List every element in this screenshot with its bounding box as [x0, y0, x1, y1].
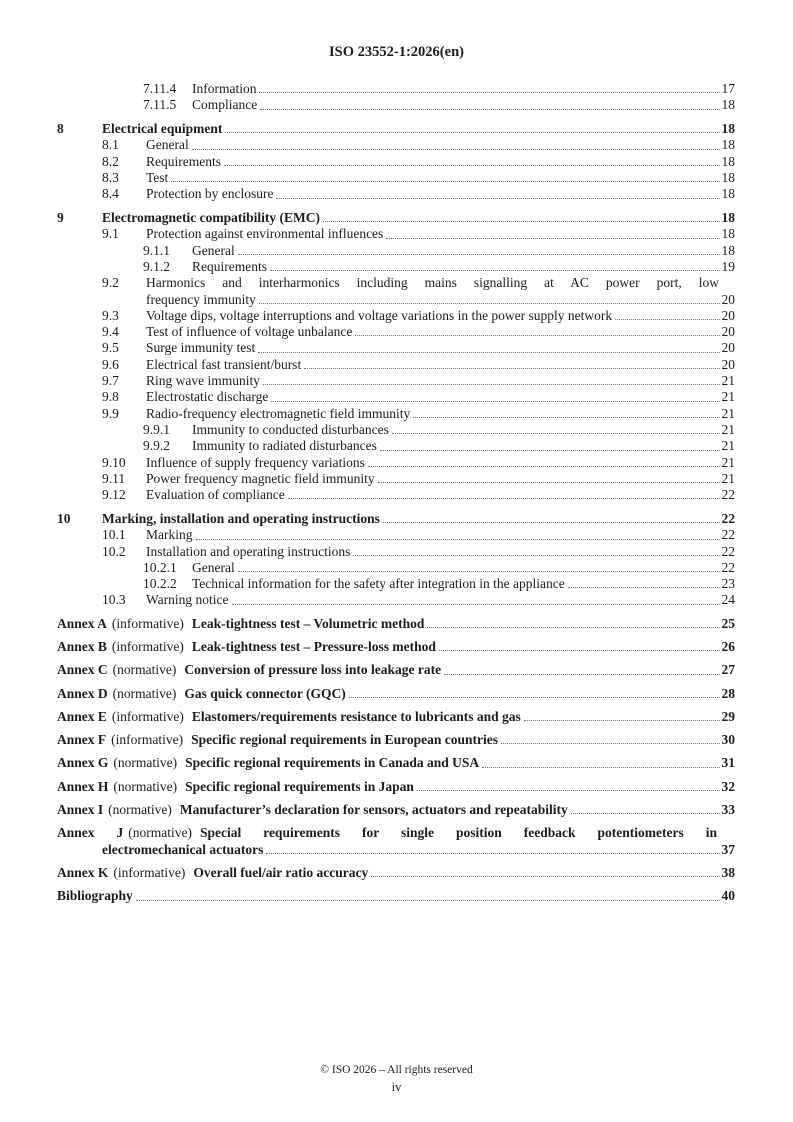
- toc-title: Installation and operating instructions: [146, 543, 351, 559]
- toc-title-continuation: frequency immunity: [146, 291, 256, 307]
- toc-number: 10.2.2: [143, 576, 177, 592]
- toc-number: 9.9: [102, 405, 119, 421]
- toc-entry: [57, 471, 735, 487]
- annex-qualifier: (normative): [108, 802, 172, 818]
- annex-qualifier: (normative): [128, 825, 192, 841]
- toc-page: 18: [721, 242, 735, 258]
- toc-leader: [225, 132, 719, 133]
- toc-number: 9.9.1: [143, 421, 170, 437]
- toc-title: Technical information for the safety after integration in the appliance: [192, 576, 565, 592]
- annex-title: Manufacturer’s declaration for sensors, actuators and repeatability: [179, 802, 568, 818]
- toc-entry: [57, 324, 735, 340]
- annex-label: Annex D: [57, 685, 108, 701]
- toc-leader: [439, 650, 720, 651]
- toc-leader: [371, 876, 719, 877]
- toc-line: [102, 275, 735, 291]
- toc-title: Surge immunity test: [146, 340, 256, 356]
- toc-page: 18: [721, 186, 735, 202]
- toc-number: 8.3: [102, 169, 119, 185]
- annex-title: Conversion of pressure loss into leakage rate: [184, 662, 442, 678]
- toc-title: Warning notice: [146, 592, 229, 608]
- page-footer: [0, 1064, 793, 1095]
- toc-number: 9.8: [102, 389, 119, 405]
- toc-entry: [57, 576, 735, 592]
- toc-leader: [386, 238, 719, 239]
- toc-page: 38: [721, 864, 735, 880]
- annex-label: Annex K: [57, 864, 109, 880]
- toc-page: 33: [721, 802, 735, 818]
- toc-page: 21: [721, 438, 735, 454]
- annex-qualifier: (informative): [113, 864, 186, 880]
- toc-entry: [57, 154, 735, 170]
- toc-page: 20: [721, 356, 735, 372]
- toc-entry: [57, 186, 735, 202]
- toc-leader: [383, 522, 720, 523]
- toc-leader: [260, 109, 719, 110]
- toc-leader: [571, 813, 720, 814]
- annex-label: Annex A: [57, 615, 107, 631]
- toc-entry: [57, 357, 735, 373]
- toc-number: 9.1.1: [143, 242, 170, 258]
- toc-leader: [568, 587, 720, 588]
- toc-number: 9.1.2: [143, 258, 170, 274]
- toc-leader: [355, 335, 719, 336]
- toc-number: 9: [57, 210, 64, 226]
- annex-label: Annex G: [57, 755, 109, 771]
- toc-leader: [378, 482, 720, 483]
- toc-entry: [57, 259, 735, 275]
- toc-entry: [57, 137, 735, 153]
- toc-entry: [57, 121, 735, 137]
- toc-title: Marking, installation and operating instructions: [102, 510, 380, 526]
- toc-leader: [259, 303, 720, 304]
- annex-qualifier: (informative): [111, 708, 184, 724]
- toc-title: Immunity to conducted disturbances: [192, 421, 389, 437]
- toc-page: 20: [721, 307, 735, 323]
- toc-leader: [192, 149, 720, 150]
- toc-title: General: [192, 242, 235, 258]
- toc-page: 25: [721, 615, 735, 631]
- toc-leader: [238, 571, 720, 572]
- toc-page: 22: [721, 527, 735, 543]
- toc-entry: [57, 170, 735, 186]
- toc-number: 10.2: [102, 543, 126, 559]
- toc-number: 9.1: [102, 226, 119, 242]
- toc-number: 9.3: [102, 307, 119, 323]
- toc: [57, 81, 735, 905]
- toc-entry: [57, 888, 735, 904]
- toc-page: 20: [721, 340, 735, 356]
- toc-leader: [380, 450, 720, 451]
- toc-page: 22: [721, 559, 735, 575]
- toc-page: 40: [721, 888, 735, 904]
- toc-title: General: [146, 137, 189, 153]
- toc-title: Electrical equipment: [102, 121, 223, 137]
- toc-line: [146, 292, 735, 308]
- toc-leader: [288, 498, 720, 499]
- toc-number: 9.7: [102, 373, 119, 389]
- toc-entry: [57, 755, 735, 771]
- annex-title: Specific regional requirements in Japan: [185, 778, 414, 794]
- toc-title: Requirements: [192, 258, 267, 274]
- toc-line: [102, 842, 735, 858]
- toc-page: 28: [721, 685, 735, 701]
- bibliography-title: Bibliography: [57, 888, 133, 904]
- copyright-notice: © ISO 2026 – All rights reserved: [320, 1064, 473, 1076]
- toc-number: 9.5: [102, 340, 119, 356]
- toc-leader: [323, 221, 720, 222]
- annex-title: Specific regional requirements in Canada and USA: [185, 755, 480, 771]
- annex-qualifier: (normative): [113, 778, 178, 794]
- toc-number: 10: [57, 510, 71, 526]
- toc-number: 8.4: [102, 186, 119, 202]
- toc-leader: [270, 270, 720, 271]
- toc-leader: [413, 417, 719, 418]
- toc-entry: [57, 732, 735, 748]
- toc-entry: [57, 97, 735, 113]
- toc-title: Electrostatic discharge: [146, 389, 269, 405]
- toc-entry: [57, 373, 735, 389]
- toc-entry: [57, 340, 735, 356]
- toc-entry: [57, 662, 735, 678]
- toc-page: 31: [721, 755, 735, 771]
- toc-page: 19: [721, 258, 735, 274]
- toc-leader: [524, 720, 720, 721]
- annex-label: Annex C: [57, 662, 108, 678]
- toc-title: Ring wave immunity: [146, 373, 260, 389]
- annex-qualifier: (informative): [111, 732, 184, 748]
- toc-leader: [263, 384, 720, 385]
- document-title: ISO 23552-1:2026(en): [329, 44, 464, 60]
- toc-title: Electrical fast transient/burst: [146, 356, 302, 372]
- toc-number: 9.4: [102, 324, 119, 340]
- toc-leader: [259, 92, 719, 93]
- toc-page: 18: [721, 226, 735, 242]
- annex-title: Leak-tightness test – Volumetric method: [191, 615, 425, 631]
- annex-qualifier: (normative): [113, 755, 178, 771]
- toc-page: 23: [721, 576, 735, 592]
- toc-title: Voltage dips, voltage interruptions and voltage variations in the power supply network: [146, 307, 613, 323]
- toc-leader: [276, 198, 719, 199]
- toc-entry: [57, 709, 735, 725]
- toc-page: 18: [721, 137, 735, 153]
- toc-title: Evaluation of compliance: [146, 487, 285, 503]
- annex-qualifier: (normative): [112, 685, 177, 701]
- toc-leader: [615, 319, 719, 320]
- toc-title: Marking: [146, 527, 193, 543]
- toc-number: 9.10: [102, 454, 126, 470]
- toc-entry: [57, 592, 735, 608]
- toc-page: 22: [721, 487, 735, 503]
- toc-entry: [57, 422, 735, 438]
- toc-leader: [196, 539, 720, 540]
- toc-entry: [57, 865, 735, 881]
- annex-title: Elastomers/requirements resistance to lubricants and gas: [191, 708, 521, 724]
- toc-entry: [57, 406, 735, 422]
- toc-entry: [57, 210, 735, 226]
- toc-title: Test of influence of voltage unbalance: [146, 324, 353, 340]
- toc-number: 8.1: [102, 137, 119, 153]
- toc-page: 20: [721, 324, 735, 340]
- toc-title: General: [192, 559, 235, 575]
- toc-number: 8.2: [102, 153, 119, 169]
- toc-page: 21: [721, 405, 735, 421]
- toc-page: 26: [721, 639, 735, 654]
- toc-entry: [57, 544, 735, 560]
- annex-title: Leak-tightness test – Pressure-loss method: [191, 639, 436, 654]
- toc-page: 18: [721, 97, 735, 113]
- toc-entry: [57, 616, 735, 632]
- toc-page: 18: [721, 121, 735, 137]
- toc-number: 7.11.4: [143, 81, 177, 96]
- toc-entry: [57, 226, 735, 242]
- toc-leader: [392, 433, 720, 434]
- toc-entry: [57, 275, 735, 308]
- toc-page: 21: [721, 373, 735, 389]
- toc-leader: [238, 254, 720, 255]
- toc-title: Test: [146, 169, 169, 185]
- toc-number: 10.1: [102, 527, 126, 543]
- toc-entry: [57, 779, 735, 795]
- toc-page: 24: [721, 592, 735, 608]
- toc-title: Compliance: [192, 97, 258, 113]
- toc-page: 29: [721, 708, 735, 724]
- toc-entry: [57, 802, 735, 818]
- toc-number: 7.11.5: [143, 97, 177, 113]
- toc-leader: [258, 352, 719, 353]
- toc-page: 18: [721, 210, 735, 226]
- toc-leader: [417, 790, 720, 791]
- toc-page: 22: [721, 543, 735, 559]
- toc-number: 9.6: [102, 356, 119, 372]
- annex-label: Annex J: [57, 825, 124, 841]
- toc-entry: [57, 511, 735, 527]
- annex-title: Overall fuel/air ratio accuracy: [193, 864, 369, 880]
- toc-leader: [427, 627, 719, 628]
- toc-entry: [57, 825, 735, 858]
- toc-page: 37: [721, 841, 735, 857]
- toc-number: 9.11: [102, 470, 126, 486]
- toc-leader: [349, 697, 720, 698]
- toc-page: 27: [721, 662, 735, 678]
- toc-leader: [224, 165, 720, 166]
- toc-leader: [501, 743, 720, 744]
- annex-label: Annex B: [57, 639, 107, 654]
- toc-page: 22: [721, 510, 735, 526]
- toc-page: 20: [721, 291, 735, 307]
- page-number: iv: [391, 1080, 402, 1094]
- toc-number: 9.9.2: [143, 438, 170, 454]
- annex-label: Annex H: [57, 778, 109, 794]
- toc-entry: [57, 438, 735, 454]
- toc-title: Protection against environmental influences: [146, 226, 384, 242]
- toc-page: 21: [721, 470, 735, 486]
- toc-title: Electromagnetic compatibility (EMC): [102, 210, 320, 226]
- toc-title: Influence of supply frequency variations: [146, 454, 365, 470]
- toc-leader: [482, 767, 719, 768]
- toc-leader: [444, 674, 719, 675]
- toc-entry: [57, 686, 735, 702]
- toc-title: Radio-frequency electromagnetic field immunity: [146, 405, 411, 421]
- annex-title: Gas quick connector (GQC): [184, 685, 346, 701]
- annex-title: Special requirements for single position feedback potentiometers in: [200, 825, 717, 841]
- toc-number: 9.12: [102, 487, 126, 503]
- toc-leader: [271, 401, 719, 402]
- toc-title: Power frequency magnetic field immunity: [146, 470, 375, 486]
- toc-number: 10.2.1: [143, 559, 177, 575]
- annex-qualifier: (informative): [111, 615, 184, 631]
- toc-entry: [57, 455, 735, 471]
- toc-entry: [57, 389, 735, 405]
- annex-label: Annex E: [57, 708, 107, 724]
- toc-entry: [57, 487, 735, 503]
- toc-entry: [57, 527, 735, 543]
- toc-page: 17: [721, 81, 735, 96]
- annex-title: Specific regional requirements in European countries: [191, 732, 498, 748]
- toc-page: 21: [721, 421, 735, 437]
- toc-entry: [57, 639, 735, 655]
- toc-title: Requirements: [146, 153, 221, 169]
- toc-page: 21: [721, 389, 735, 405]
- toc-title: Immunity to radiated disturbances: [192, 438, 377, 454]
- toc-leader: [304, 368, 719, 369]
- toc-title: Harmonics and interharmonics including mains signalling at AC power port, low: [146, 275, 719, 291]
- toc-leader: [232, 604, 720, 605]
- toc-entry: [57, 243, 735, 259]
- toc-leader: [353, 555, 719, 556]
- annex-qualifier: (informative): [111, 639, 184, 654]
- annex-label: Annex I: [57, 802, 104, 818]
- toc-page: 18: [721, 153, 735, 169]
- toc-leader: [368, 466, 720, 467]
- toc-page: 18: [721, 169, 735, 185]
- toc-leader: [266, 853, 719, 854]
- annex-qualifier: (normative): [112, 662, 177, 678]
- toc-title: Information: [192, 81, 257, 96]
- toc-entry: [57, 81, 735, 97]
- toc-leader: [136, 900, 720, 901]
- annex-label: Annex F: [57, 732, 107, 748]
- toc-entry: [57, 308, 735, 324]
- toc-page: 30: [721, 732, 735, 748]
- toc-page: 32: [721, 778, 735, 794]
- toc-number: 8: [57, 121, 64, 137]
- annex-title-continuation: electromechanical actuators: [102, 841, 264, 857]
- toc-entry: [57, 560, 735, 576]
- toc-line: [57, 825, 735, 841]
- toc-leader: [171, 181, 719, 182]
- toc-title: Protection by enclosure: [146, 186, 274, 202]
- toc-number: 10.3: [102, 592, 126, 608]
- toc-page: 21: [721, 454, 735, 470]
- toc-number: 9.2: [102, 275, 119, 291]
